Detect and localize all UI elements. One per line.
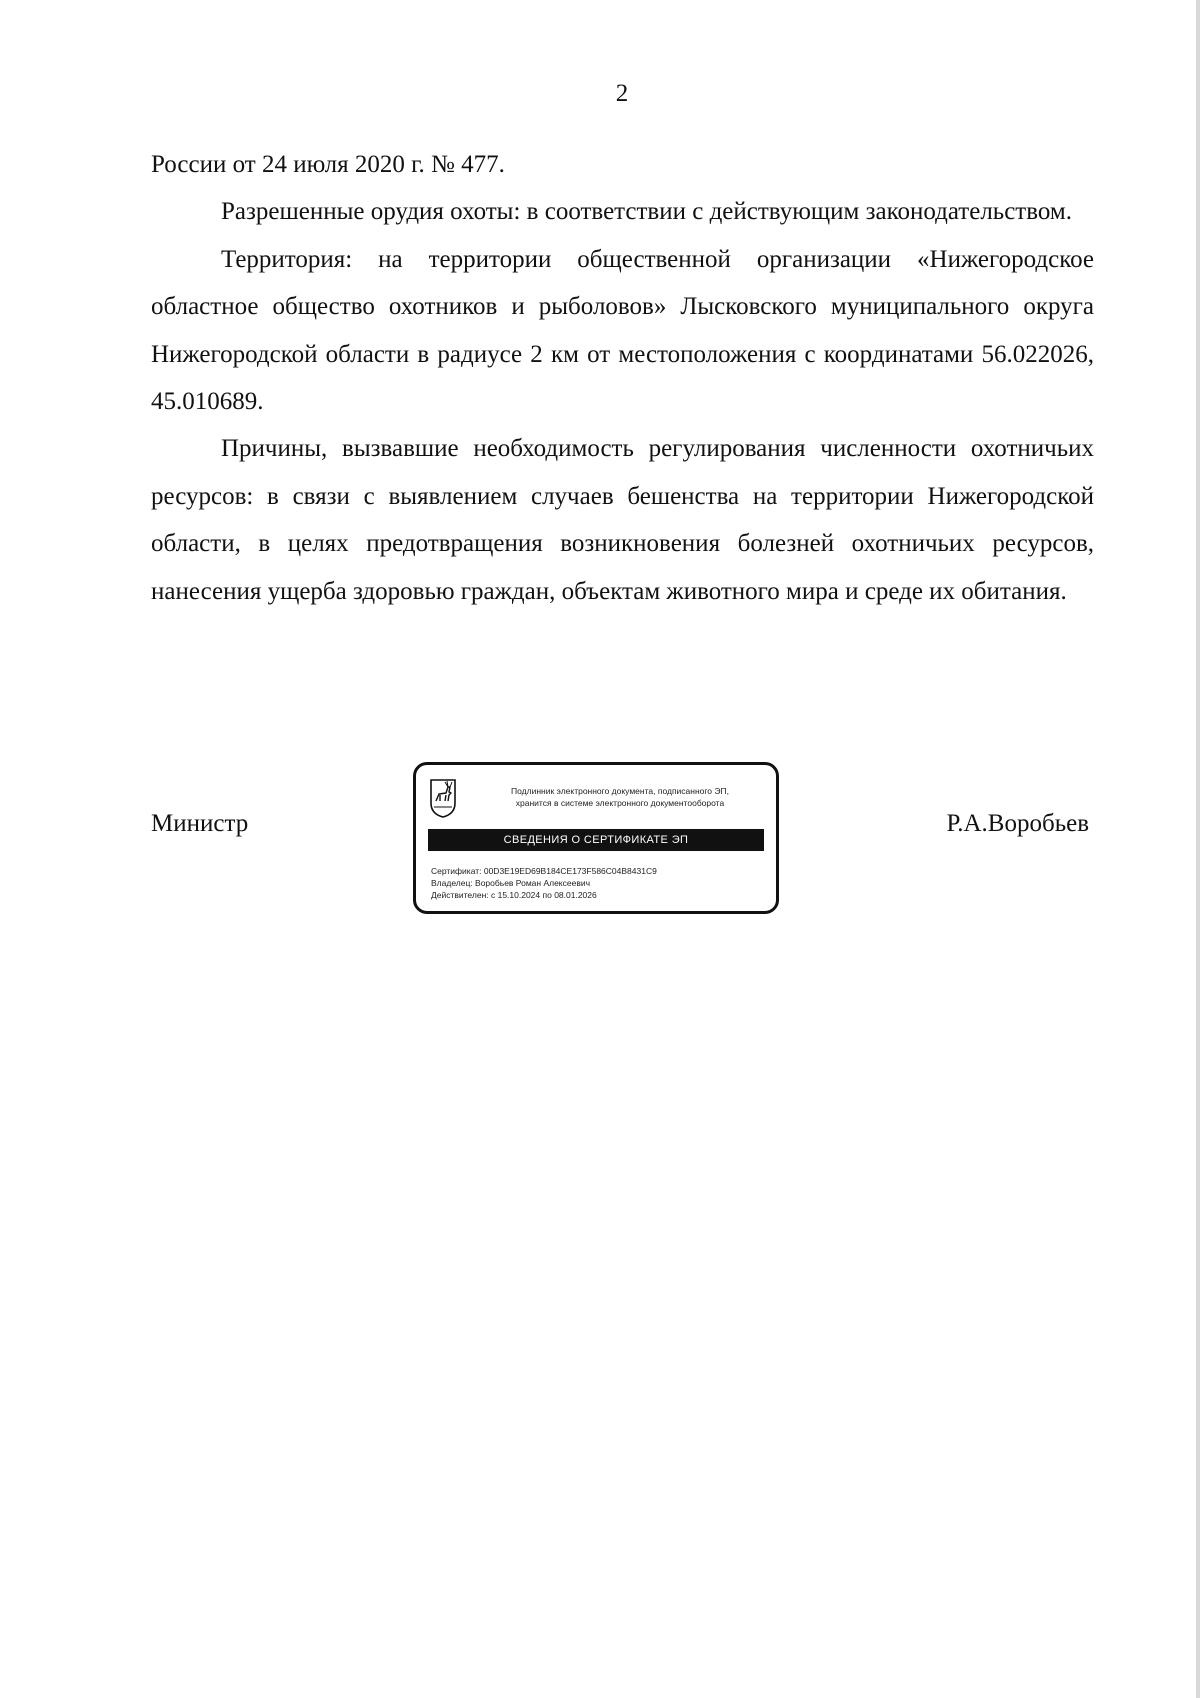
stamp-header <box>474 785 766 809</box>
signer-name: Р.А.Воробьев <box>946 810 1089 837</box>
certificate-owner: Владелец: Воробьев Роман Алексеевич <box>431 878 591 888</box>
page-number: 2 <box>615 80 629 107</box>
paragraph-territory: Территория: на территории общественной организации «Нижегородское областное общество охотников и рыболовов» Лысковского муниципального округа Нижегородской области в радиусе 2 км от местоположения с координатами 56.022026, 45.010689. <box>151 245 1094 416</box>
document-body <box>151 141 1094 615</box>
coat-of-arms-icon <box>428 777 458 819</box>
certificate-number: Сертификат: 00D3E19ED69B184CE173F586C04B8431C9 <box>431 866 657 876</box>
certificate-info-bar: СВЕДЕНИЯ О СЕРТИФИКАТЕ ЭП <box>428 829 764 851</box>
certificate-details <box>431 865 657 901</box>
stamp-header-line-1: Подлинник электронного документа, подписанного ЭП, <box>511 786 729 796</box>
certificate-validity: Действителен: с 15.10.2024 по 08.01.2026 <box>431 890 597 900</box>
paragraph-hunting-tools: Разрешенные орудия охоты: в соответствии с действующим законодательством. <box>221 198 1072 226</box>
electronic-signature-stamp <box>413 762 779 914</box>
stamp-header-line-2: хранится в системе электронного документооборота <box>515 798 725 808</box>
paragraph-reasons: Причины, вызвавшие необходимость регулирования численности охотничьих ресурсов: в связи с выявлением случаев бешенства на территории Нижегородской области, в целях предотвращения возникновения болезней охотничьих ресурсов, нанесения ущерба здоровью граждан, объектам животного мира и среде их обитания. <box>151 435 1094 605</box>
paragraph-continuation: России от 24 июля 2020 г. № 477. <box>151 151 505 178</box>
signer-title: Министр <box>151 810 249 837</box>
